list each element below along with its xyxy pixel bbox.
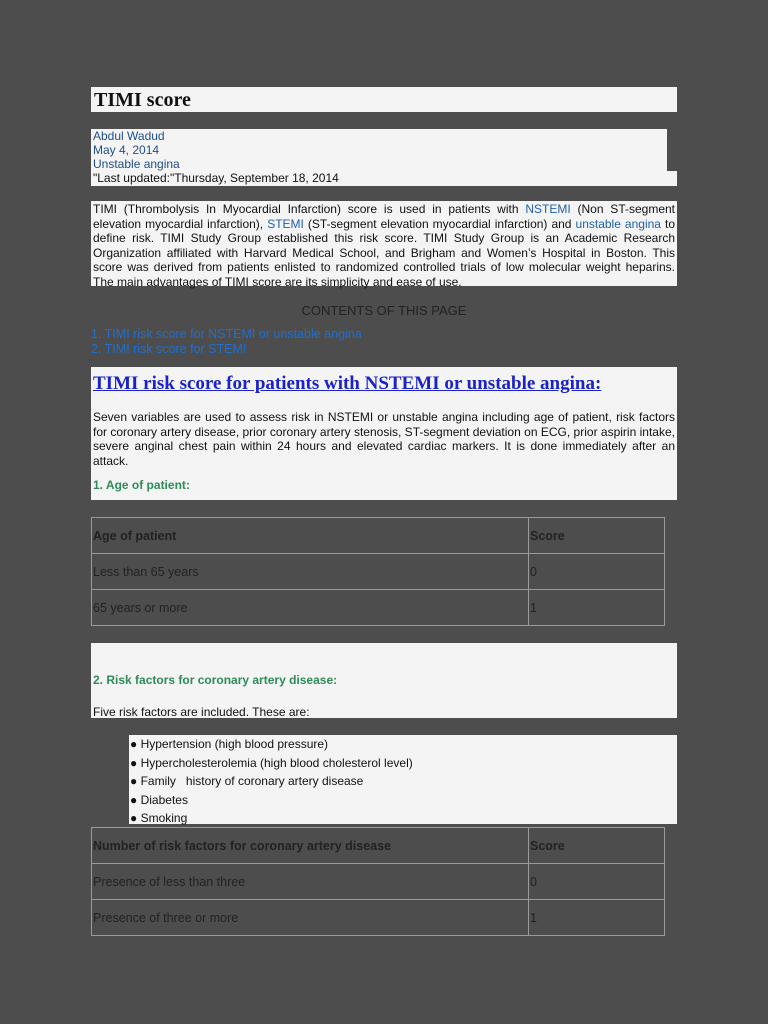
list-item-text: Diabetes	[140, 792, 188, 807]
intro-text-4: to define risk. TIMI Study Group established this risk score. TIMI Study Group is an Academic Research Organization affiliated with Harvard Medical School, and Brigham and Women’s Hospital in Boston. This score was derived from patients enlisted to randomized controlled trials of low molecular weight heparins. The main advantages of TIMI score are its simplicity and ease of use.	[93, 216, 675, 289]
list-item-text: Family history of coronary artery disease	[140, 774, 364, 788]
page-title: TIMI score	[94, 89, 191, 111]
table-cell: 0	[529, 864, 665, 900]
section-text: Seven variables are used to assess risk in NSTEMI or unstable angina including age of patient, risk factors for coronary artery disease, prior coronary artery stenosis, ST-segment deviation on ECG, prior aspirin intake, severe anginal chest pain within 24 hours and elevated cardiac markers. It is done immediately after an attack.	[93, 410, 675, 468]
table-cell: 65 years or more	[92, 590, 529, 626]
contents-link-stemi[interactable]: 2. TIMI risk score for STEMI	[91, 342, 247, 356]
table-cell: 1	[529, 590, 665, 626]
age-subheading: 1. Age of patient:	[93, 478, 190, 492]
list-item: ● Family history of coronary artery disease	[130, 774, 364, 788]
list-item-text: Hypercholesterolemia (high blood cholesterol level)	[140, 755, 413, 770]
date-link[interactable]: May 4, 2014	[93, 143, 160, 157]
age-table	[91, 517, 665, 626]
title-block	[91, 87, 677, 112]
meta-block	[91, 129, 667, 172]
table-row	[92, 554, 665, 590]
risk-factor-table	[91, 827, 665, 936]
risk-factors-block	[91, 643, 677, 718]
table-header-cell: Score	[529, 518, 665, 554]
list-item: ● Hypercholesterolemia (high blood cholesterol level)	[130, 755, 413, 770]
risk-factors-heading: 2. Risk factors for coronary artery disease:	[93, 673, 338, 687]
table-row	[92, 900, 665, 936]
table-row	[92, 590, 665, 626]
table-cell: Presence of three or more	[92, 900, 529, 936]
list-item: ● Diabetes	[130, 792, 188, 807]
nstemi-link[interactable]: NSTEMI	[525, 202, 571, 216]
last-updated: "Last updated:"Thursday, September 18, 2014	[91, 171, 677, 186]
list-item-text: Smoking	[140, 811, 188, 825]
intro-text-2: (Non ST-segment elevation myocardial infarction),	[93, 202, 676, 231]
risk-factors-list	[129, 735, 677, 824]
table-header-cell: Number of risk factors for coronary artery disease	[92, 828, 529, 864]
list-item: ● Hypertension (high blood pressure)	[130, 737, 329, 751]
table-cell: Less than 65 years	[92, 554, 529, 590]
table-cell: 1	[529, 900, 665, 936]
risk-factors-intro: Five risk factors are included. These are:	[93, 705, 310, 719]
table-header-cell: Age of patient	[92, 518, 529, 554]
category-link[interactable]: Unstable angina	[93, 157, 180, 171]
contents-link-nstemi[interactable]: 1. TIMI risk score for NSTEMI or unstable angina	[91, 327, 362, 341]
unstable-angina-link[interactable]: unstable angina	[575, 216, 661, 231]
stemi-link[interactable]: STEMI	[267, 216, 304, 231]
table-header-cell: Score	[529, 828, 665, 864]
contents-title: CONTENTS OF THIS PAGE	[301, 303, 467, 318]
author-link[interactable]: Abdul Wadud	[93, 129, 165, 143]
intro-text-3: (ST-segment elevation myocardial infarction) and	[303, 216, 576, 231]
intro-text-1: TIMI (Thrombolysis In Myocardial Infarction) score is used in patients with	[93, 202, 526, 216]
section-heading[interactable]: TIMI risk score for patients with NSTEMI or unstable angina:	[93, 373, 602, 394]
table-header-row	[92, 518, 665, 554]
table-header-row	[92, 828, 665, 864]
list-item-text: Hypertension (high blood pressure)	[140, 737, 329, 751]
table-cell: Presence of less than three	[92, 864, 529, 900]
intro-paragraph	[91, 201, 677, 289]
table-row	[92, 864, 665, 900]
nstemi-section	[91, 367, 677, 500]
table-cell: 0	[529, 554, 665, 590]
list-item: ● Smoking	[130, 811, 188, 825]
